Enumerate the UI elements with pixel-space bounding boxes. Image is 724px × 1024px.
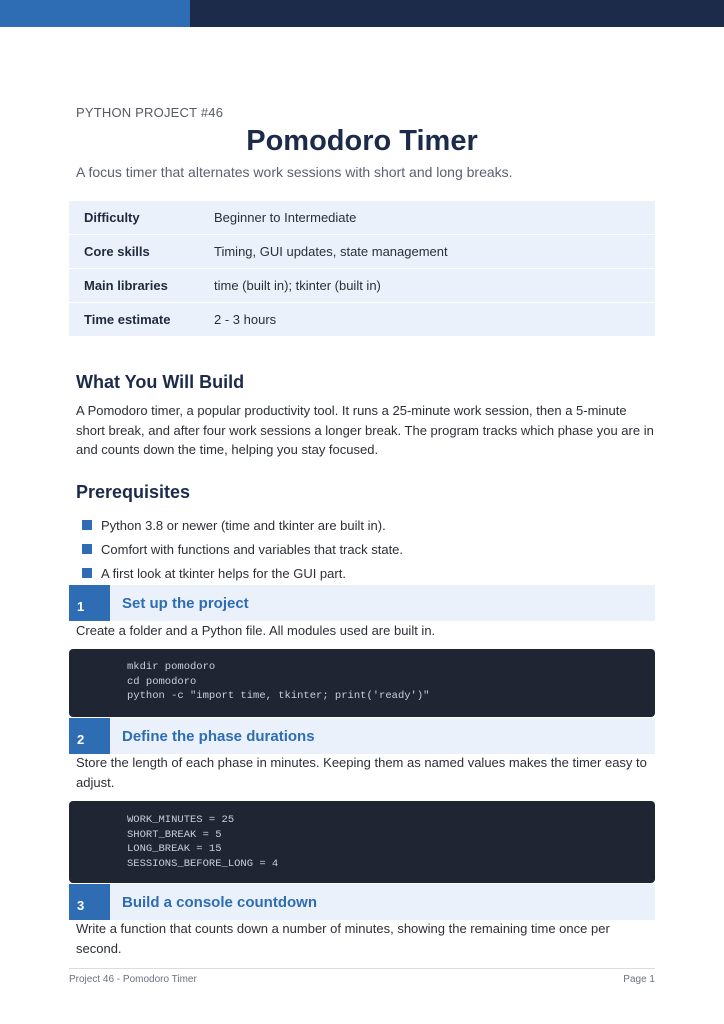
step-number: 3 — [69, 884, 110, 920]
list-item-text: Comfort with functions and variables that track state. — [101, 541, 404, 557]
info-row-main-libraries — [69, 269, 655, 303]
info-label: Difficulty — [84, 210, 140, 225]
step-1-text: Create a folder and a Python file. All modules used are built in. — [76, 623, 436, 638]
code-line: SHORT_BREAK = 5 — [127, 828, 222, 841]
info-value: Timing, GUI updates, state management — [214, 244, 448, 259]
step-3-text: Write a function that counts down a number of minutes, showing the remaining time once per second. — [76, 921, 610, 956]
code-line: cd pomodoro — [127, 675, 197, 688]
info-value: 2 - 3 hours — [214, 312, 277, 327]
list-item — [82, 537, 403, 561]
list-item — [82, 561, 403, 585]
step-2-text: Store the length of each phase in minutes. Keeping them as named values makes the timer easy to adjust. — [76, 755, 647, 790]
code-line: mkdir pomodoro — [127, 661, 216, 673]
step-2-header — [69, 718, 655, 754]
bullet-square-icon — [82, 544, 92, 554]
list-item-text: Python 3.8 or newer (time and tkinter are built in). — [101, 517, 386, 533]
step-1-code-block — [69, 649, 655, 717]
info-row-difficulty — [69, 201, 655, 235]
step-number: 1 — [69, 585, 110, 621]
bullet-square-icon — [82, 520, 92, 530]
prereq-list — [82, 513, 403, 585]
step-2-code-block — [69, 801, 655, 883]
code-line: python -c "import time, tkinter; print('ready')" — [127, 690, 430, 703]
build-paragraph: A Pomodoro timer, a popular productivity tool. It runs a 25-minute work session, then a 5-minute short break, and after four work sessions a longer break. The program tracks which phase you are in and counts down the time, helping you stay focused. — [76, 403, 654, 457]
footer-page-number: Page 1 — [623, 974, 655, 985]
page-subtitle: A focus timer that alternates work sessions with short and long breaks. — [76, 164, 513, 180]
info-label: Time estimate — [84, 312, 171, 327]
code-line: LONG_BREAK = 15 — [127, 843, 222, 856]
footer-project-label: Project 46 - Pomodoro Timer — [69, 974, 197, 985]
bullet-square-icon — [82, 568, 92, 578]
step-title: Set up the project — [122, 594, 249, 612]
info-value: Beginner to Intermediate — [214, 210, 357, 225]
info-row-core-skills — [69, 235, 655, 269]
project-info-table — [69, 201, 655, 337]
info-label: Core skills — [84, 244, 150, 259]
footer-divider — [69, 968, 655, 969]
step-title: Build a console countdown — [122, 893, 317, 911]
top-banner — [0, 0, 724, 27]
build-heading: What You Will Build — [76, 372, 245, 392]
prereq-heading: Prerequisites — [76, 482, 191, 502]
step-number: 2 — [69, 718, 110, 754]
step-3-header — [69, 884, 655, 920]
project-eyebrow: PYTHON PROJECT #46 — [76, 105, 224, 120]
top-banner-accent — [0, 0, 190, 27]
code-line: SESSIONS_BEFORE_LONG = 4 — [127, 857, 279, 870]
info-label: Main libraries — [84, 278, 168, 293]
step-1-header — [69, 585, 655, 621]
page-title: Pomodoro Timer — [246, 125, 478, 157]
code-line: WORK_MINUTES = 25 — [127, 814, 235, 826]
list-item — [82, 513, 403, 537]
step-title: Define the phase durations — [122, 727, 315, 745]
list-item-text: A first look at tkinter helps for the GUI part. — [101, 565, 346, 581]
info-row-time-estimate — [69, 303, 655, 337]
info-value: time (built in); tkinter (built in) — [214, 278, 381, 293]
